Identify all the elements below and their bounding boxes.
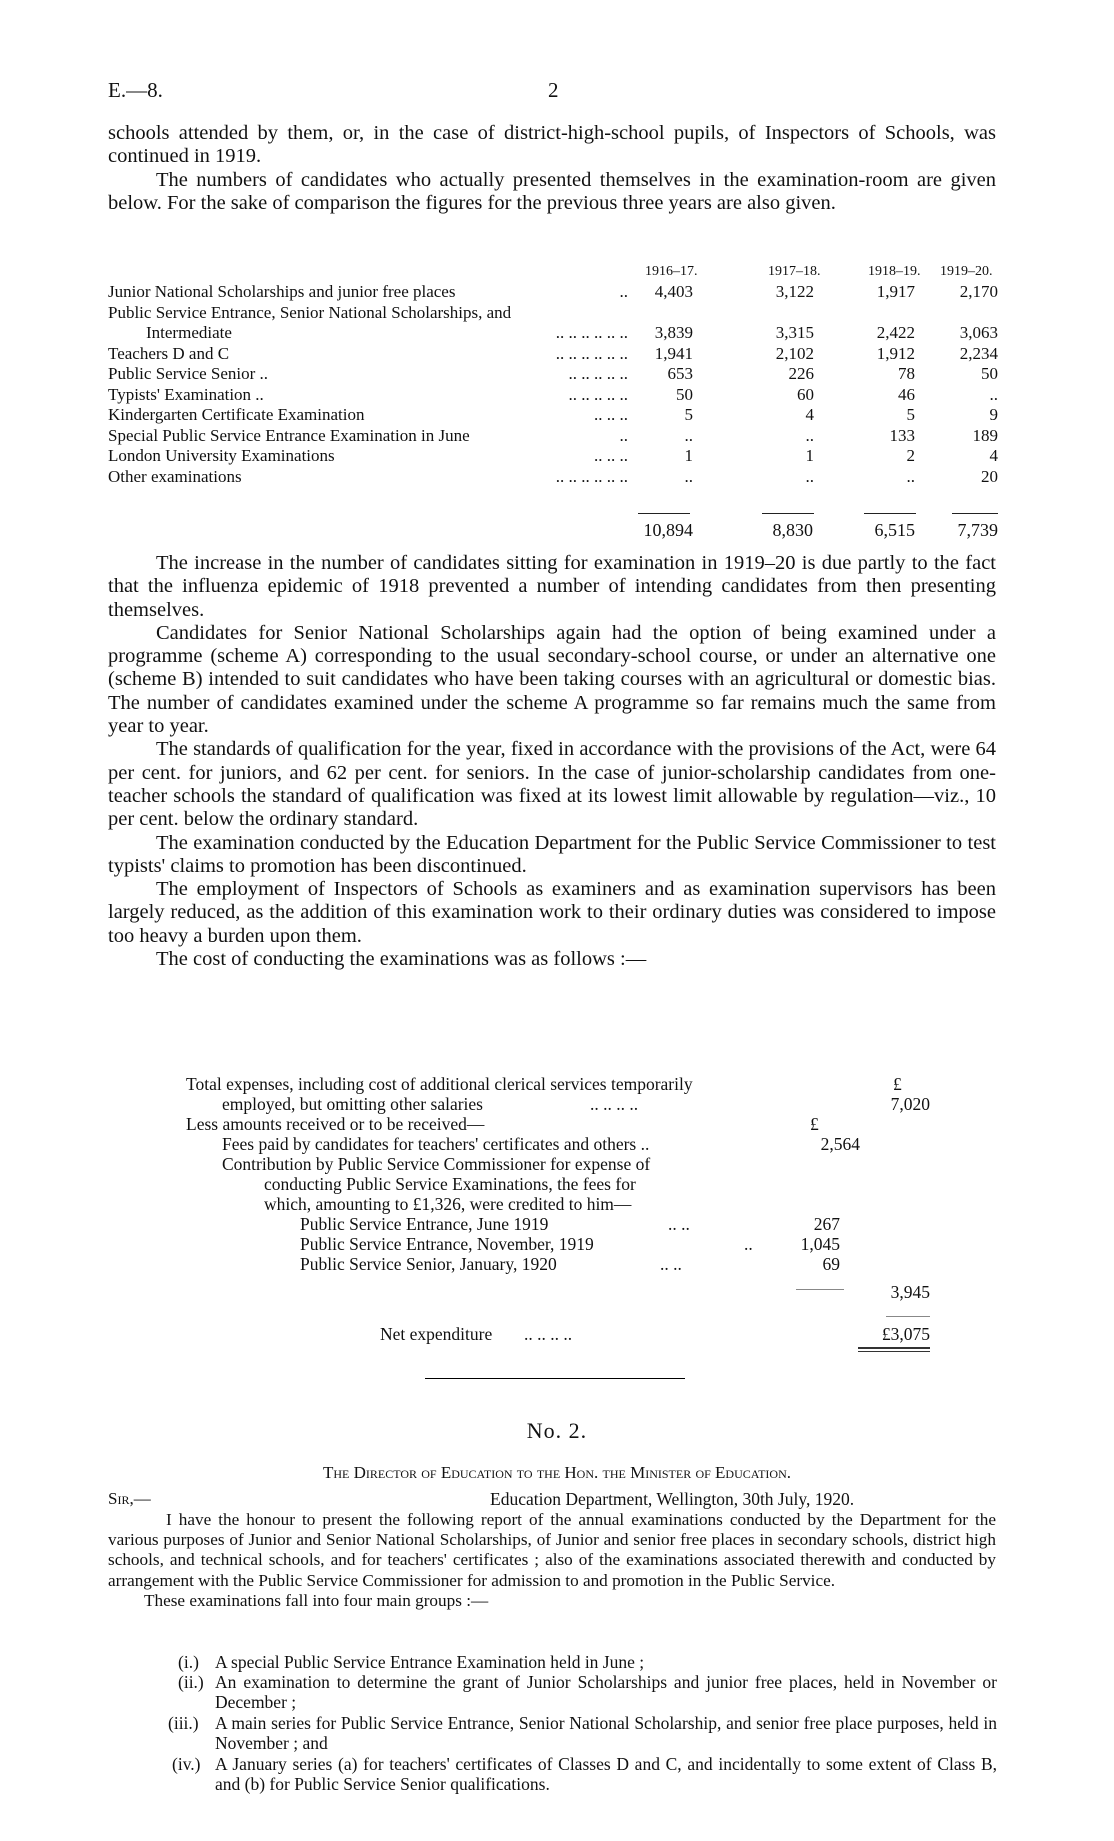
row-value: .. xyxy=(805,466,814,486)
candidates-table xyxy=(108,262,998,542)
total-1918: 6,515 xyxy=(874,520,915,540)
cost-line-contribution: Contribution by Public Service Commissioner for expense of xyxy=(222,1154,651,1174)
row-label: Public Service Senior .. xyxy=(108,364,269,383)
group-number: (i.) xyxy=(178,1652,199,1672)
letter-address: The Director of Education to the Hon. the Minister of Education. xyxy=(322,1463,792,1482)
group-number: (iv.) xyxy=(172,1754,201,1774)
row-leader-dots: .. .. .. .. .. xyxy=(568,364,628,383)
row-value: 1 xyxy=(684,446,693,465)
row-label: Typists' Examination .. xyxy=(108,384,264,404)
letter-paragraph-2: These examinations fall into four main groups :— xyxy=(144,1590,489,1610)
row-leader-dots: .. .. .. xyxy=(594,446,628,465)
row-leader-dots: .. .. .. .. .. .. xyxy=(555,466,628,486)
body-text xyxy=(108,552,996,971)
cost-net-double-rule-2 xyxy=(858,1351,930,1352)
cost-statement xyxy=(0,1074,1114,1354)
total-rule-4 xyxy=(952,513,998,514)
row-value: 189 xyxy=(972,425,998,445)
row-label: Other examinations xyxy=(108,466,242,486)
total-rule-1 xyxy=(638,513,690,514)
paragraph-inspectors: The employment of Inspectors of Schools as examiners and as examination supervisors has been largely reduced, as the addition of this examination work to their ordinary duties was considered to impose too heavy a burden upon them. xyxy=(108,878,996,947)
column-header-1919: 1919–20. xyxy=(940,264,993,279)
group-text: A main series for Public Service Entrance, Senior National Scholarship, and senior free place purposes, held in November ; and xyxy=(215,1713,997,1754)
row-value: 3,063 xyxy=(959,323,998,342)
row-value: 4,403 xyxy=(654,282,693,301)
total-rule-2 xyxy=(762,513,814,514)
total-1917: 8,830 xyxy=(772,520,813,540)
row-label: Special Public Service Entrance Examination in June xyxy=(108,425,470,445)
total-rule-3 xyxy=(864,513,916,514)
row-value: .. xyxy=(684,425,693,445)
paragraph-standards: The standards of qualification for the year, fixed in accordance with the provisions of the Act, were 64 per cent. for juniors, and 62 per cent. for seniors. In the case of junior-scholarship candidates from one-teacher schools the standard of qualification was fixed at its lowest limit allowable by regulation—viz., 10 per cent. below the ordinary standard. xyxy=(108,738,996,831)
row-label: Public Service Entrance, Senior National Scholarships, and xyxy=(108,302,512,322)
row-value: 4 xyxy=(989,446,998,465)
row-value: 2,234 xyxy=(959,343,998,363)
row-value: 3,315 xyxy=(775,323,814,342)
row-leader-dots: .. xyxy=(619,282,628,301)
cost-dots-net: .. .. .. .. xyxy=(524,1324,573,1344)
row-value: 1,912 xyxy=(876,343,915,363)
letter-number: No. 2. xyxy=(526,1418,588,1443)
row-value: 133 xyxy=(889,425,915,445)
cost-value-receipts: 3,945 xyxy=(890,1282,930,1302)
letter-salutation: Sir,— xyxy=(108,1489,151,1508)
cost-line-amounting: which, amounting to £1,326, were credited to him— xyxy=(264,1194,632,1214)
row-value: 2,102 xyxy=(775,343,814,363)
section-divider xyxy=(425,1378,685,1379)
row-label: Teachers D and C xyxy=(108,343,230,363)
intro-paragraph-1: schools attended by them, or, in the case of district-high-school pupils, of Inspectors of Schools, was continued in 1919. xyxy=(108,122,996,168)
cost-line-entrance-june: Public Service Entrance, June 1919 xyxy=(300,1214,549,1234)
row-value: 653 xyxy=(667,364,693,383)
cost-value-entrance-november: 1,045 xyxy=(800,1234,840,1254)
cost-dots-entrance-june: .. .. xyxy=(668,1214,690,1234)
cost-line-entrance-november: Public Service Entrance, November, 1919 xyxy=(300,1234,594,1254)
letter-body xyxy=(108,1510,996,1611)
row-value: 9 xyxy=(989,405,998,424)
cost-line-net: Net expenditure xyxy=(380,1324,493,1344)
row-label: Kindergarten Certificate Examination xyxy=(108,405,365,424)
cost-line-senior-january: Public Service Senior, January, 1920 xyxy=(300,1254,557,1274)
row-value: 46 xyxy=(898,384,915,404)
row-value: 226 xyxy=(788,364,814,383)
row-leader-dots: .. .. .. .. .. .. xyxy=(555,343,628,363)
cost-pound-sign-1: £ xyxy=(893,1074,902,1094)
row-value: 78 xyxy=(898,364,915,383)
row-value: 1,941 xyxy=(654,343,693,363)
total-1919: 7,739 xyxy=(957,520,998,540)
row-leader-dots: .. xyxy=(619,425,628,445)
cost-line-fees: Fees paid by candidates for teachers' certificates and others .. xyxy=(222,1134,650,1154)
paragraph-typists: The examination conducted by the Education Department for the Public Service Commissioner to test typists' claims to promotion has been discontinued. xyxy=(108,831,996,877)
cost-dots-employed: .. .. .. .. xyxy=(590,1094,639,1114)
cost-dots-entrance-november: .. xyxy=(744,1234,753,1254)
row-value: 50 xyxy=(676,384,693,404)
cost-line-conducting: conducting Public Service Examinations, the fees for xyxy=(264,1174,636,1194)
row-value: 5 xyxy=(906,405,915,424)
cost-pound-sign-2: £ xyxy=(810,1114,819,1134)
row-value: 1 xyxy=(805,446,814,465)
row-label: Intermediate xyxy=(146,323,232,342)
cost-net-rule xyxy=(886,1316,930,1317)
total-1916: 10,894 xyxy=(643,520,693,540)
column-header-1918: 1918–19. xyxy=(868,264,921,279)
row-label: London University Examinations xyxy=(108,446,335,465)
cost-dots-senior-january: .. .. xyxy=(660,1254,682,1274)
row-value: 50 xyxy=(981,364,998,383)
paragraph-increase: The increase in the number of candidates sitting for examination in 1919–20 is due partly to the fact that the influenza epidemic of 1918 prevented a number of intending candidates from then presenting themselves. xyxy=(108,552,996,621)
cost-value-senior-january: 69 xyxy=(822,1254,840,1274)
row-value: 60 xyxy=(797,384,814,404)
report-code: E.—8. xyxy=(108,78,163,102)
letter-origin: Education Department, Wellington, 30th July, 1920. xyxy=(490,1489,855,1509)
letter-paragraph-1: I have the honour to present the following report of the annual examinations conducted by the Department for the various purposes of Junior and Senior National Scholarships, of Junior and senior free places in secondary schools, district high schools, and technical schools, and for teachers' certificates ; also of the examinations associated therewith and conducted by arrangement with the Public Service Commissioner for admission to and promotion in the Public Service. xyxy=(108,1510,996,1590)
row-value: 5 xyxy=(684,405,693,424)
row-leader-dots: .. .. .. .. .. .. xyxy=(555,323,628,342)
cost-line-employed: employed, but omitting other salaries xyxy=(222,1094,483,1114)
cost-subtotal-rule xyxy=(796,1289,844,1290)
group-text: A special Public Service Entrance Examination held in June ; xyxy=(215,1652,645,1672)
group-number: (ii.) xyxy=(178,1672,204,1692)
row-value: 20 xyxy=(981,466,998,486)
row-leader-dots: .. .. .. xyxy=(594,405,628,424)
row-value: 3,839 xyxy=(654,323,693,342)
row-value: 2,170 xyxy=(959,282,998,301)
cost-value-total: 7,020 xyxy=(890,1094,930,1114)
row-value: .. xyxy=(989,384,998,404)
cost-value-entrance-june: 267 xyxy=(813,1214,840,1234)
paragraph-cost-intro: The cost of conducting the examinations was as follows :— xyxy=(156,948,647,971)
row-value: .. xyxy=(684,466,693,486)
row-value: .. xyxy=(906,466,915,486)
group-text: An examination to determine the grant of Junior Scholarships and junior free places, held in November or December ; xyxy=(215,1672,997,1713)
intro-text xyxy=(108,122,996,215)
page-number: 2 xyxy=(548,78,559,102)
row-value: 2,422 xyxy=(876,323,915,342)
row-value: 3,122 xyxy=(775,282,814,301)
group-text: A January series (a) for teachers' certificates of Classes D and C, and incidentally to some extent of Class B, and (b) for Public Service Senior qualifications. xyxy=(215,1754,997,1795)
row-value: .. xyxy=(805,425,814,445)
intro-paragraph-2: The numbers of candidates who actually presented themselves in the examination-room are given below. For the sake of comparison the figures for the previous three years are also given. xyxy=(108,168,996,214)
cost-value-fees: 2,564 xyxy=(820,1134,860,1154)
group-number: (iii.) xyxy=(168,1713,199,1733)
cost-net-double-rule-1 xyxy=(858,1347,930,1349)
row-value: 2 xyxy=(906,446,915,465)
row-value: 4 xyxy=(805,405,814,424)
paragraph-schemes: Candidates for Senior National Scholarships again had the option of being examined under a programme (scheme A) corresponding to the usual secondary-school course, or under an alternative one (scheme B) intended to suit candidates who have been taking courses with an agricultural or domestic bias. The number of candidates examined under the scheme A programme so far remains much the same from year to year. xyxy=(108,621,996,738)
cost-line-less: Less amounts received or to be received— xyxy=(186,1114,485,1134)
column-header-1917: 1917–18. xyxy=(768,264,821,279)
row-value: 1,917 xyxy=(876,282,915,301)
row-leader-dots: .. .. .. .. .. xyxy=(568,384,628,404)
cost-value-net: £3,075 xyxy=(881,1324,930,1344)
row-label: Junior National Scholarships and junior free places xyxy=(108,282,456,301)
cost-line-total-expenses: Total expenses, including cost of additional clerical services temporarily xyxy=(186,1074,693,1094)
column-header-1916: 1916–17. xyxy=(645,264,698,279)
